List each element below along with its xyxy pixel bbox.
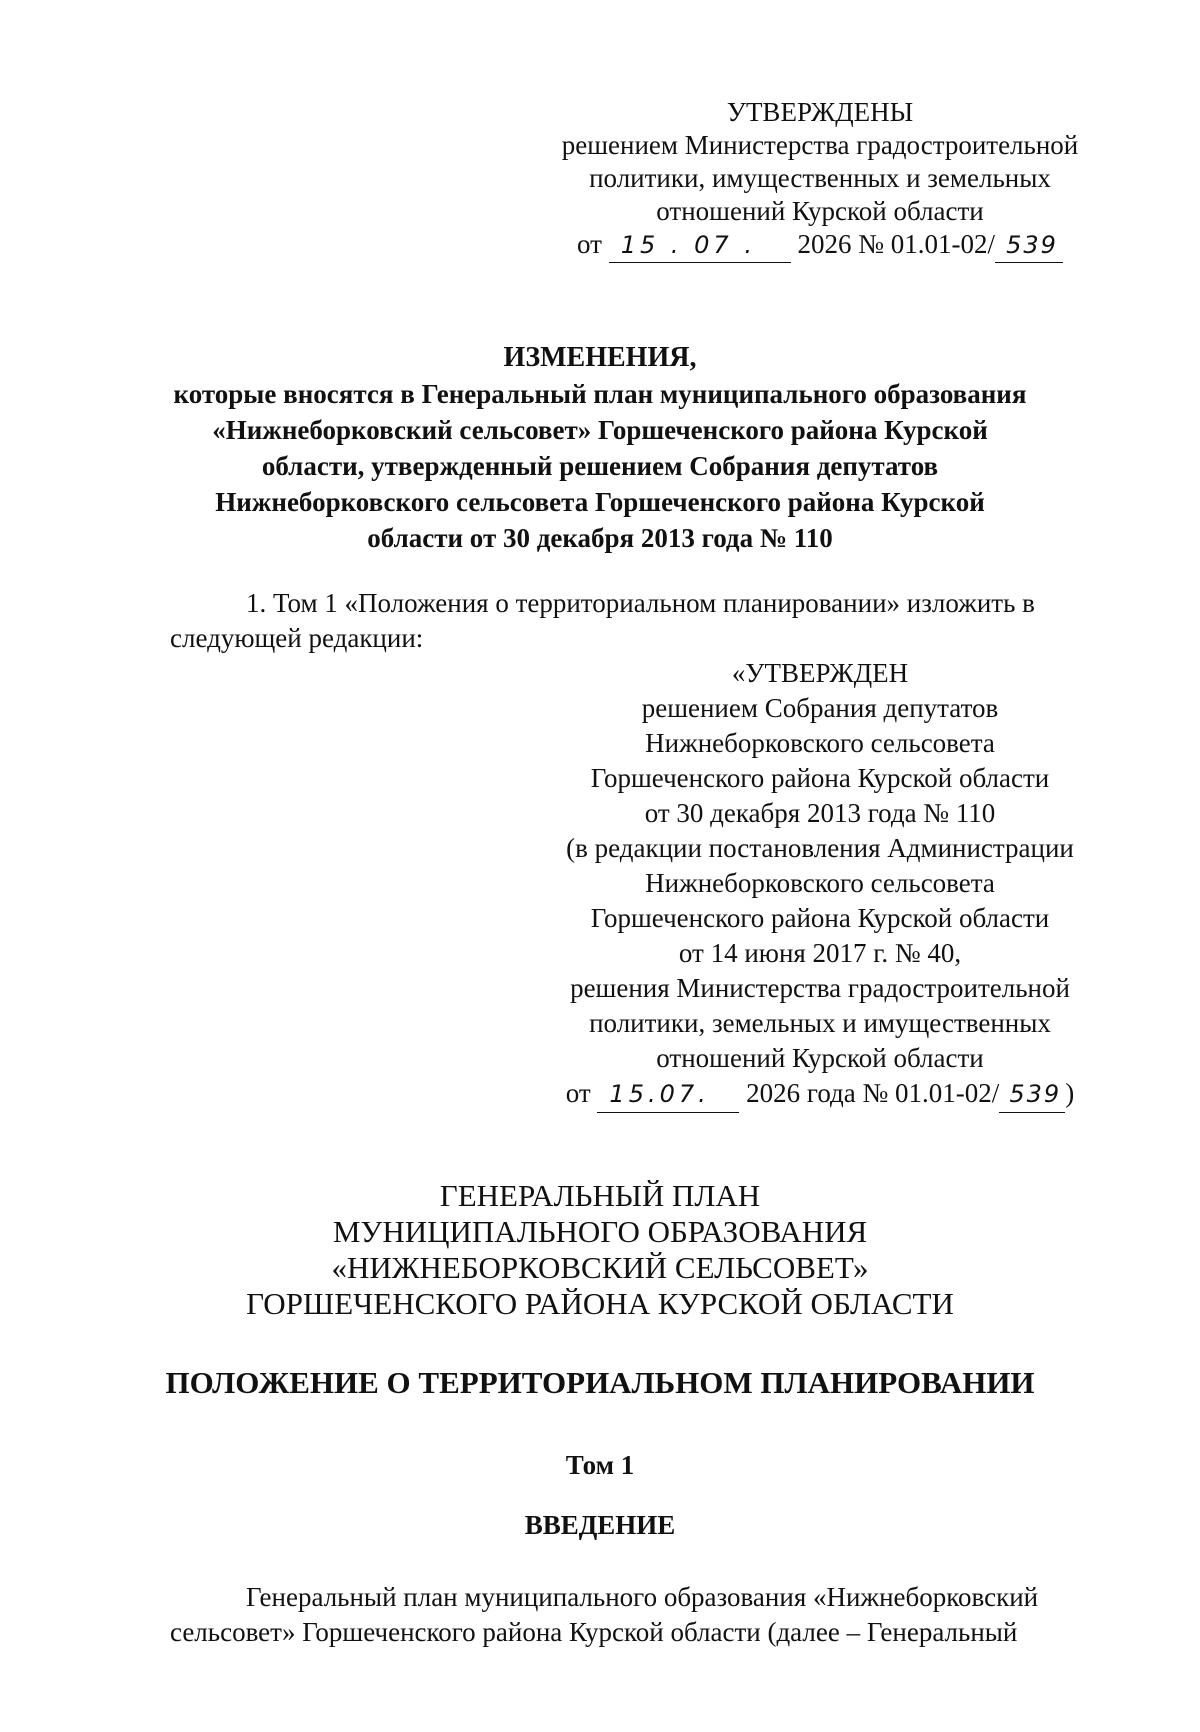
- handwritten-number: 539: [999, 1077, 1065, 1113]
- changes-line: Нижнеборковского сельсовета Горшеченского района Курской: [215, 487, 985, 517]
- date-prefix: от: [565, 1078, 591, 1108]
- approval-line: отношений Курской области: [656, 1043, 984, 1073]
- approval-block-1: [540, 96, 1100, 263]
- approval-line: (в редакции постановления Администрации: [566, 833, 1074, 863]
- intro-heading: ВВЕДЕНИЕ: [524, 1510, 676, 1540]
- approval-title: УТВЕРЖДЕНЫ: [726, 97, 914, 127]
- general-plan-line: ГОРШЕЧЕНСКОГО РАЙОНА КУРСКОЙ ОБЛАСТИ: [246, 1286, 954, 1321]
- changes-line: «Нижнеборковский сельсовет» Горшеченского района Курской: [212, 415, 988, 445]
- date-prefix: от: [577, 229, 602, 259]
- paragraph-line: сельсовет» Горшеченского района Курской области (далее – Генеральный: [170, 1617, 1018, 1647]
- paragraph-1: [170, 586, 1130, 656]
- date-suffix: 2026 № 01.01-02/: [797, 229, 995, 259]
- changes-heading: [100, 340, 1100, 556]
- volume-label: Том 1: [565, 1450, 635, 1480]
- paragraph-line: следующей редакции:: [170, 623, 424, 653]
- paragraph-line: Генеральный план муниципального образования «Нижнеборковский: [246, 1582, 1039, 1612]
- section-title: ПОЛОЖЕНИЕ О ТЕРРИТОРИАЛЬНОМ ПЛАНИРОВАНИИ: [165, 1365, 1035, 1400]
- general-plan-line: ГЕНЕРАЛЬНЫЙ ПЛАН: [439, 1178, 761, 1213]
- changes-line: области от 30 декабря 2013 года № 110: [367, 523, 833, 553]
- date-suffix: 2026 года № 01.01-02/: [746, 1078, 1000, 1108]
- approval-line: от 14 июня 2017 г. № 40,: [678, 938, 962, 968]
- general-plan-line: «НИЖНЕБОРКОВСКИЙ СЕЛЬСОВЕТ»: [331, 1250, 869, 1285]
- approval-line: Горшеченского района Курской области: [590, 903, 1050, 933]
- approval-title: «УТВЕРЖДЕН: [731, 658, 909, 688]
- approval-date-line: [540, 228, 1100, 263]
- approval-line: от 30 декабря 2013 года № 110: [644, 798, 996, 828]
- general-plan-title: [100, 1178, 1100, 1322]
- approval-line: решением Собрания депутатов: [641, 693, 999, 723]
- approval-line: Горшеченского района Курской области: [590, 763, 1050, 793]
- approval-line: отношений Курской области: [656, 196, 984, 226]
- approval-line: решением Министерства градостроительной: [561, 130, 1079, 160]
- handwritten-number: 539: [995, 229, 1063, 263]
- approval-line: Нижнеборковского сельсовета: [645, 868, 995, 898]
- approval-block-2: [540, 656, 1100, 1113]
- changes-line: области, утвержденный решением Собрания депутатов: [261, 451, 939, 481]
- approval-line: Нижнеборковского сельсовета: [645, 728, 995, 758]
- changes-title: ИЗМЕНЕНИЯ,: [503, 342, 697, 373]
- approval-line: политики, имущественных и земельных: [589, 163, 1051, 193]
- closing-paren: ): [1065, 1078, 1075, 1108]
- approval-line: решения Министерства градостроительной: [570, 973, 1070, 1003]
- intro-paragraph: [170, 1580, 1130, 1650]
- changes-line: которые вносятся в Генеральный план муниципального образования: [173, 379, 1027, 409]
- paragraph-line: 1. Том 1 «Положения о территориальном планировании» изложить в: [246, 588, 1035, 618]
- handwritten-date: 15.07.: [597, 1077, 739, 1113]
- handwritten-date: 15 . 07 .: [609, 229, 791, 263]
- approval-line: политики, земельных и имущественных: [589, 1008, 1051, 1038]
- approval-date-line: [540, 1076, 1100, 1113]
- general-plan-line: МУНИЦИПАЛЬНОГО ОБРАЗОВАНИЯ: [332, 1214, 868, 1249]
